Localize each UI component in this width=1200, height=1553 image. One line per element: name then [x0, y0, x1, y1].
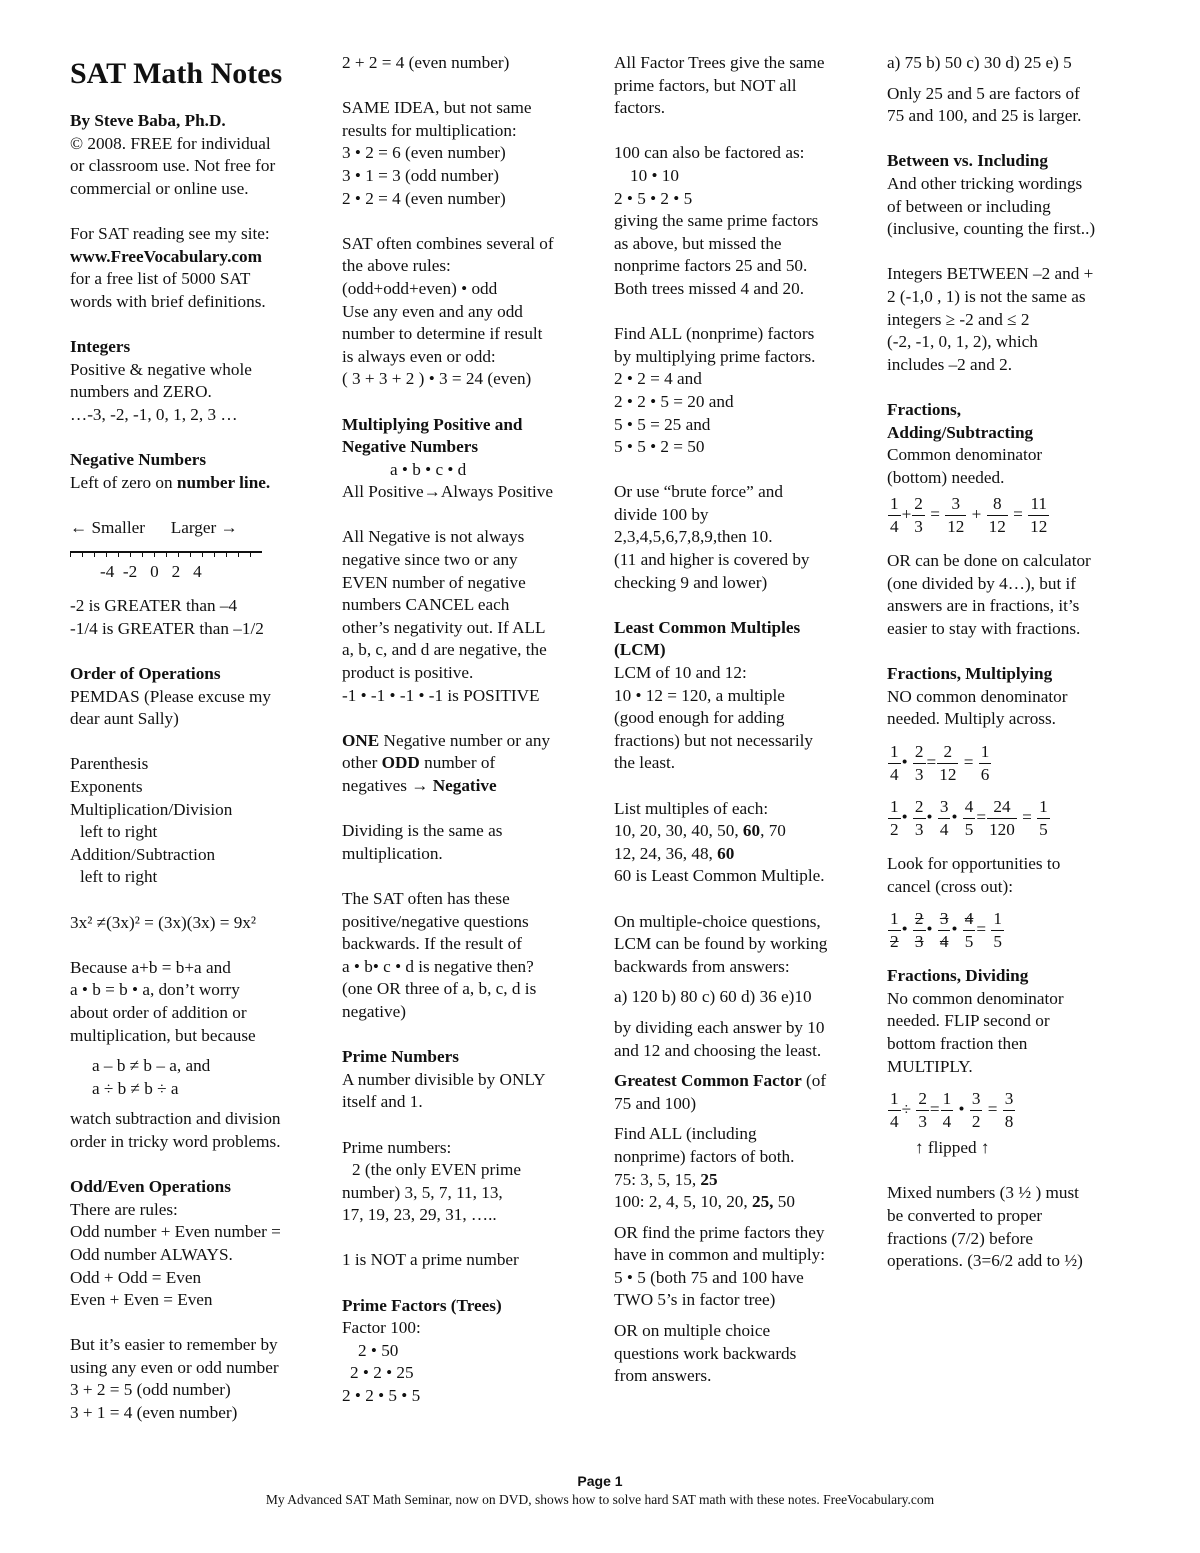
text-line: cancel (cross out): [887, 876, 1013, 896]
text-line: a • b = b • a, don’t worry [70, 980, 240, 1000]
text-line: -1/4 is GREATER than –1/2 [70, 618, 264, 638]
text-line: 3 • 1 = 3 (odd number) [342, 165, 500, 185]
text-line: includes –2 and 2. [887, 354, 1013, 374]
text-line: results for multiplication: [342, 120, 517, 140]
section-heading: Integers [70, 336, 131, 356]
text-line: about order of addition or [70, 1002, 247, 1022]
text-line: PEMDAS (Please excuse my [70, 686, 271, 706]
text-line: 100: 2, 4, 5, 10, 20, 25, 50 [614, 1192, 795, 1212]
text-line: have in common and multiply: [614, 1245, 825, 1265]
exponent-equation: 3x² ≠(3x)² = (3x)(3x) = 9x² [70, 912, 257, 932]
answer-choices: a) 75 b) 50 c) 30 d) 25 e) 5 [887, 53, 1072, 72]
text-line: …-3, -2, -1, 0, 1, 2, 3 … [70, 404, 238, 424]
reading-line: For SAT reading see my site: [70, 223, 270, 243]
text-line: giving the same prime factors [614, 211, 819, 231]
text-line: SAME IDEA, but not same [342, 98, 532, 118]
text-line: of between or including [887, 196, 1051, 216]
site-link[interactable]: www.FreeVocabulary.com [70, 246, 262, 266]
text-line: 5 • 5 = 25 and [614, 414, 711, 434]
text-line: (inclusive, counting the first..) [887, 219, 1096, 239]
pemdas-item: Multiplication/Division [70, 799, 233, 819]
section-heading: Least Common Multiples [614, 617, 801, 637]
column-2 [342, 52, 600, 1408]
section-heading: Prime Factors (Trees) [342, 1295, 502, 1315]
text-line: using any even or odd number [70, 1357, 279, 1377]
fraction-equation-divide: $\frac{1}{4}$ ÷ $\frac{2}{3}$ = $\frac{1}{4}$ • $\frac{3}{2}$ = $\frac{3}{8}$ [890, 1089, 1014, 1132]
text-line: LCM can be found by working [614, 934, 828, 954]
text-line: Odd + Odd = Even [70, 1267, 202, 1287]
equation: a • b • c • d [390, 459, 467, 479]
section-heading: Fractions, Multiplying [887, 664, 1053, 684]
pemdas-item: Exponents [70, 777, 143, 797]
fraction-equation-multiply: $\frac{1}{4}$ • $\frac{2}{3}$ = $\frac{2}{12}$ = $\frac{1}{6}$ [890, 742, 990, 785]
page-title: SAT Math Notes [70, 57, 283, 90]
text-line: Find ALL (nonprime) factors [614, 324, 815, 344]
text-line: Common denominator [887, 445, 1043, 465]
column-4 [887, 52, 1137, 1273]
text-line: 2 • 2 = 4 (even number) [342, 188, 506, 208]
text-line: List multiples of each: [614, 798, 769, 818]
text-line: nonprime factors 25 and 50. [614, 256, 808, 276]
text-line: backwards. If the result of [342, 934, 522, 954]
text-line: is always even or odd: [342, 346, 496, 366]
text-line: A number divisible by ONLY [342, 1069, 546, 1089]
text-line: negative since two or any [342, 550, 518, 570]
text-line: needed. FLIP second or [887, 1011, 1050, 1031]
text-line: be converted to proper [887, 1205, 1043, 1225]
section-heading: Adding/Subtracting [887, 422, 1034, 442]
text-line: All Factor Trees give the same [614, 53, 825, 72]
text-line: 10 • 12 = 120, a multiple [614, 685, 785, 705]
text-line: 17, 19, 23, 29, 31, ….. [342, 1205, 497, 1225]
text-line: fractions (7/2) before [887, 1228, 1034, 1248]
site-desc: words with brief definitions. [70, 291, 266, 311]
pemdas-item: Addition/Subtraction [70, 844, 216, 864]
text-line: 100 can also be factored as: [614, 143, 805, 163]
section-heading: Fractions, Dividing [887, 966, 1029, 986]
text-line: negative) [342, 1001, 406, 1021]
text-line: -1 • -1 • -1 • -1 is POSITIVE [342, 685, 540, 705]
column-3 [614, 52, 872, 1388]
text-line: -2 is GREATER than –4 [70, 596, 238, 616]
equation: a ÷ b ≠ b ÷ a [92, 1078, 179, 1098]
copyright-line: commercial or online use. [70, 178, 249, 198]
text-line: All Negative is not always [342, 527, 525, 547]
text-line: Positive & negative whole [70, 359, 252, 379]
text-line: And other tricking wordings [887, 173, 1083, 193]
text-line: Greatest Common Factor (of [614, 1071, 827, 1091]
text-line: by dividing each answer by 10 [614, 1017, 825, 1037]
text-line: 60 is Least Common Multiple. [614, 866, 825, 886]
text-line: the least. [614, 753, 676, 773]
equation: a – b ≠ b – a, and [92, 1056, 211, 1076]
text-line: There are rules: [70, 1199, 178, 1219]
text-line: 2 (the only EVEN prime [352, 1160, 521, 1180]
fraction-equation-multiply: $\frac{1}{2}$ • $\frac{2}{3}$ • $\frac{3}{4}$ • $\frac{4}{5}$ = $\frac{24}{120}$ = $\frac{1}{5}$ [890, 797, 1048, 840]
text-line: integers ≥ -2 and ≤ 2 [887, 309, 1030, 329]
text-line: needed. Multiply across. [887, 709, 1056, 729]
text-line: Prime numbers: [342, 1137, 452, 1157]
text-line: SAT often combines several of [342, 233, 554, 253]
pemdas-item: left to right [80, 822, 158, 842]
text-line: other ODD number of [342, 753, 496, 773]
text-line: 2 • 2 = 4 and [614, 369, 702, 389]
text-line: number) 3, 5, 7, 11, 13, [342, 1182, 503, 1202]
site-desc: for a free list of 5000 SAT [70, 269, 251, 289]
text-line: easier to stay with fractions. [887, 619, 1081, 639]
factor-tree-line: 2 • 2 • 5 • 5 [342, 1386, 421, 1406]
text-line: MULTIPLY. [887, 1056, 973, 1076]
text-line: other’s negativity out. If ALL [342, 617, 546, 637]
text-line: 2 (-1,0 , 1) is not the same as [887, 286, 1086, 306]
author: By Steve Baba, Ph.D. [70, 111, 226, 130]
text-line: product is positive. [342, 663, 474, 683]
text-line: questions work backwards [614, 1343, 797, 1363]
text-line: Use any even and any odd [342, 301, 523, 321]
text-line: (-2, -1, 0, 1, 2), which [887, 332, 1038, 352]
text-line: OR can be done on calculator [887, 551, 1091, 571]
text-line: watch subtraction and division [70, 1109, 281, 1129]
section-heading: Between vs. Including [887, 151, 1048, 171]
text-line: ( 3 + 3 + 2 ) • 3 = 24 (even) [342, 369, 532, 389]
copyright-line: © 2008. FREE for individual [70, 133, 271, 153]
text-line: LCM of 10 and 12: [614, 663, 747, 683]
text-line: numbers CANCEL each [342, 595, 510, 615]
text-line: numbers and ZERO. [70, 382, 212, 402]
section-heading: Negative Numbers [342, 437, 479, 457]
text-line: order in tricky word problems. [70, 1131, 281, 1151]
pemdas-item: left to right [80, 867, 158, 887]
text-line: 2 • 5 • 2 • 5 [614, 188, 693, 208]
text-line: backwards from answers: [614, 956, 790, 976]
text-line: 75: 3, 5, 15, 25 [614, 1169, 718, 1189]
text-line: Look for opportunities to [887, 854, 1061, 874]
text-line: number to determine if result [342, 324, 543, 344]
text-line: 3 + 2 = 5 (odd number) [70, 1380, 231, 1400]
text-line: 1 is NOT a prime number [342, 1250, 519, 1270]
number-line [70, 543, 325, 595]
text-line: nonprime) factors of both. [614, 1146, 795, 1166]
pemdas-item: Parenthesis [70, 754, 149, 774]
text-line: (odd+odd+even) • odd [342, 278, 498, 298]
copyright-line: or classroom use. Not free for [70, 156, 276, 176]
text-line: Odd number ALWAYS. [70, 1244, 233, 1264]
text-line: divide 100 by [614, 504, 709, 524]
text-line: Integers BETWEEN –2 and + [887, 264, 1094, 284]
text-line: (bottom) needed. [887, 467, 1005, 487]
column-1 [70, 52, 325, 1425]
text-line: the above rules: [342, 256, 451, 276]
text-line: checking 9 and lower) [614, 572, 768, 592]
factor-tree-line: 2 • 2 • 25 [350, 1363, 414, 1383]
text-line: OR find the prime factors they [614, 1222, 825, 1242]
text-line: factors. [614, 98, 666, 118]
text-line: 3 + 1 = 4 (even number) [70, 1403, 238, 1423]
text-line: operations. (3=6/2 add to ½) [887, 1251, 1083, 1271]
page-number: Page 1 [577, 1473, 623, 1489]
text-line: answers are in fractions, it’s [887, 596, 1080, 616]
text-line: as above, but missed the [614, 233, 782, 253]
text-line: negatives → Negative [342, 776, 497, 795]
text-line: by multiplying prime factors. [614, 346, 816, 366]
text-line: OR on multiple choice [614, 1321, 771, 1341]
text-line: Dividing is the same as [342, 821, 503, 841]
text-line: Only 25 and 5 are factors of [887, 83, 1080, 103]
section-heading: (LCM) [614, 640, 666, 660]
text-line: (11 and higher is covered by [614, 550, 810, 570]
text-line: 2 • 2 • 5 = 20 and [614, 391, 734, 411]
text-line: 5 • 5 • 2 = 50 [614, 437, 705, 457]
text-line: and 12 and choosing the least. [614, 1040, 822, 1060]
text-line: (good enough for adding [614, 708, 785, 728]
flipped-note: ↑ flipped ↑ [915, 1138, 990, 1158]
number-line-ticks: -4 -2 0 2 4 [100, 562, 202, 582]
factor-tree-line: 2 • 50 [358, 1340, 399, 1360]
text-line: Or use “brute force” and [614, 482, 783, 502]
text-line: fractions) but not necessarily [614, 730, 814, 750]
text-line: On multiple-choice questions, [614, 911, 821, 931]
text-line: Even + Even = Even [70, 1290, 213, 1310]
fraction-equation-cancel: $\frac{1}{2}$ • $\frac{2}{3}$ • $\frac{3}{4}$ • $\frac{4}{5}$ = $\frac{1}{5}$ [890, 909, 1002, 952]
text-line: Odd number + Even number = [70, 1222, 281, 1242]
text-line: bottom fraction then [887, 1034, 1028, 1053]
text-line: NO common denominator [887, 686, 1068, 706]
text-line: 75 and 100) [614, 1093, 697, 1113]
text-line: from answers. [614, 1366, 712, 1386]
text-line: 12, 24, 36, 48, 60 [614, 843, 735, 863]
section-heading: Prime Numbers [342, 1047, 459, 1067]
text-line: No common denominator [887, 988, 1064, 1008]
text-line: 10 • 10 [630, 165, 679, 185]
text-line: multiplication, but because [70, 1025, 256, 1045]
text-line: (one OR three of a, b, c, d is [342, 979, 537, 999]
text-line: 2,3,4,5,6,7,8,9,then 10. [614, 527, 773, 547]
answer-choices: a) 120 b) 80 c) 60 d) 36 e)10 [614, 987, 812, 1007]
text-line: 10, 20, 30, 40, 50, 60, 70 [614, 821, 786, 841]
text-line: (one divided by 4…), but if [887, 573, 1077, 593]
text-line: But it’s easier to remember by [70, 1335, 278, 1355]
text-line: prime factors, but NOT all [614, 75, 797, 95]
text-line: 3 • 2 = 6 (even number) [342, 143, 506, 163]
section-heading: Fractions, [887, 399, 961, 419]
section-heading: Multiplying Positive and [342, 414, 523, 434]
text-line: Both trees missed 4 and 20. [614, 278, 804, 298]
text-line: ONE Negative number or any [342, 730, 551, 750]
text-line: 2 + 2 = 4 (even number) [342, 53, 510, 72]
text-line: EVEN number of negative [342, 572, 526, 592]
text-line: a • b• c • d is negative then? [342, 956, 534, 976]
footer-text: My Advanced SAT Math Seminar, now on DVD, shows how to solve hard SAT math with these notes. FreeVocabulary.com [265, 1492, 935, 1507]
text-line: positive/negative questions [342, 911, 529, 931]
text-line: 5 • 5 (both 75 and 100 have [614, 1267, 804, 1287]
text-line: itself and 1. [342, 1092, 423, 1112]
text-line: 75 and 100, and 25 is larger. [887, 106, 1082, 126]
section-heading: Order of Operations [70, 664, 221, 684]
text-line: The SAT often has these [342, 888, 510, 908]
text-line: Mixed numbers (3 ½ ) must [887, 1183, 1079, 1203]
section-heading: Negative Numbers [70, 449, 207, 469]
text-line: multiplication. [342, 843, 443, 863]
text-line: Left of zero on number line. [70, 472, 271, 492]
text-line: Find ALL (including [614, 1124, 757, 1144]
text-line: All Positive→Always Positive [342, 482, 554, 502]
number-line-label: ← Smaller Larger → [70, 517, 238, 537]
text-line: TWO 5’s in factor tree) [614, 1290, 776, 1310]
text-line: Because a+b = b+a and [70, 957, 231, 977]
text-line: dear aunt Sally) [70, 709, 179, 729]
text-line: Factor 100: [342, 1318, 421, 1338]
section-heading: Odd/Even Operations [70, 1177, 231, 1197]
text-line: a, b, c, and d are negative, the [342, 640, 547, 660]
fraction-equation-add: $\frac{1}{4}$ + $\frac{2}{3}$ = $\frac{3}{12}$ + $\frac{8}{12}$ = $\frac{11}{12}$ [890, 494, 1048, 537]
